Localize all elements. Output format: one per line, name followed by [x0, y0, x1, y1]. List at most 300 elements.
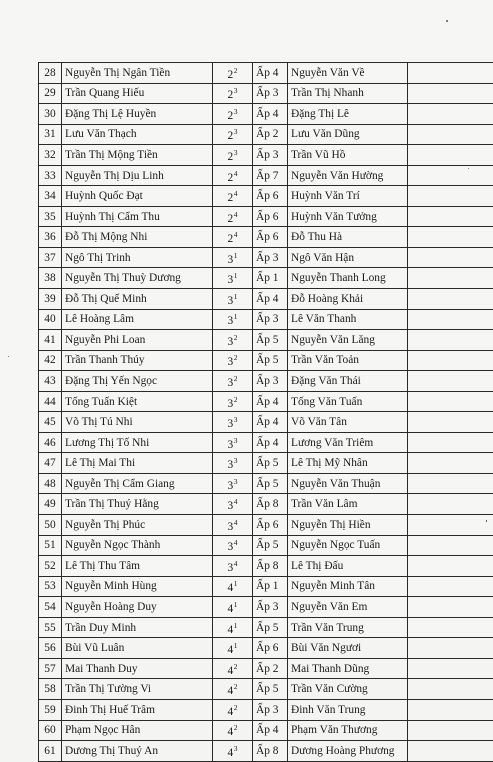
table-row	[39, 741, 493, 762]
class-section-superscript: 1	[234, 292, 238, 301]
class-cell	[213, 371, 253, 392]
class-cell	[213, 494, 253, 515]
grade-number: 3	[228, 315, 234, 327]
row-number-cell: 30	[39, 104, 62, 125]
student-name-cell: Trần Thị Mộng Tiền	[62, 145, 213, 166]
table-row	[39, 371, 493, 392]
parent-name-cell: Đặng Thị Lê	[288, 104, 408, 125]
hamlet-cell: Ấp 1	[253, 268, 288, 289]
notes-cell	[408, 699, 493, 720]
student-name-cell: Nguyễn Ngọc Thành	[62, 535, 213, 556]
class-section-superscript: 4	[234, 538, 238, 547]
student-name-cell: Đinh Thị Huế Trâm	[62, 699, 213, 720]
hamlet-cell: Ấp 4	[253, 432, 288, 453]
class-cell	[213, 597, 253, 618]
row-number-cell: 29	[39, 83, 62, 104]
class-cell	[213, 412, 253, 433]
row-number-cell: 40	[39, 309, 62, 330]
class-cell	[213, 473, 253, 494]
notes-cell	[408, 432, 493, 453]
student-name-cell: Lê Hoàng Lâm	[62, 309, 213, 330]
grade-number: 3	[228, 521, 234, 533]
table-row	[39, 391, 493, 412]
hamlet-cell: Ấp 5	[253, 453, 288, 474]
row-number-cell: 55	[39, 617, 62, 638]
student-name-cell: Đặng Thị Lệ Huyền	[62, 104, 213, 125]
class-cell	[213, 658, 253, 679]
class-cell	[213, 350, 253, 371]
student-name-cell: Đỗ Thị Mộng Nhi	[62, 227, 213, 248]
row-number-cell: 34	[39, 186, 62, 207]
class-section-superscript: 3	[234, 436, 238, 445]
student-name-cell: Ngô Thị Trinh	[62, 247, 213, 268]
student-name-cell: Nguyễn Thị Dịu Linh	[62, 165, 213, 186]
student-name-cell: Nguyễn Hoàng Duy	[62, 597, 213, 618]
table-row	[39, 289, 493, 310]
notes-cell	[408, 227, 493, 248]
class-section-superscript: 1	[234, 621, 238, 630]
student-name-cell: Đỗ Thị Quế Minh	[62, 289, 213, 310]
table-row	[39, 412, 493, 433]
table-row	[39, 556, 493, 577]
class-section-superscript: 4	[234, 169, 238, 178]
class-cell	[213, 720, 253, 741]
student-name-cell: Trần Thị Thuý Hằng	[62, 494, 213, 515]
student-name-cell: Trần Thị Tường Vi	[62, 679, 213, 700]
table-row	[39, 330, 493, 351]
hamlet-cell: Ấp 3	[253, 145, 288, 166]
student-name-cell: Nguyễn Thị Ngân Tiền	[62, 63, 213, 84]
row-number-cell: 32	[39, 145, 62, 166]
grade-number: 3	[228, 274, 234, 286]
parent-name-cell: Trần Thị Nhanh	[288, 83, 408, 104]
class-section-superscript: 4	[234, 230, 238, 239]
grade-number: 2	[228, 69, 234, 81]
hamlet-cell: Ấp 6	[253, 206, 288, 227]
student-name-cell: Lương Thị Tố Nhi	[62, 432, 213, 453]
class-section-superscript: 2	[234, 723, 238, 732]
parent-name-cell: Nguyễn Văn Em	[288, 597, 408, 618]
hamlet-cell: Ấp 3	[253, 247, 288, 268]
notes-cell	[408, 453, 493, 474]
student-name-cell: Nguyễn Thị Phúc	[62, 515, 213, 536]
student-name-cell: Lưu Văn Thạch	[62, 124, 213, 145]
row-number-cell: 61	[39, 741, 62, 762]
student-name-cell: Trần Quang Hiếu	[62, 83, 213, 104]
class-section-superscript: 1	[234, 641, 238, 650]
table-row	[39, 165, 493, 186]
class-section-superscript: 1	[234, 579, 238, 588]
notes-cell	[408, 104, 493, 125]
grade-number: 4	[228, 665, 234, 677]
grade-number: 3	[228, 480, 234, 492]
grade-number: 3	[228, 356, 234, 368]
parent-name-cell: Lương Văn Triêm	[288, 432, 408, 453]
table-row	[39, 576, 493, 597]
hamlet-cell: Ấp 3	[253, 699, 288, 720]
class-cell	[213, 124, 253, 145]
parent-name-cell: Võ Văn Tân	[288, 412, 408, 433]
row-number-cell: 28	[39, 63, 62, 84]
class-section-superscript: 2	[234, 662, 238, 671]
parent-name-cell: Nguyễn Văn Về	[288, 63, 408, 84]
row-number-cell: 50	[39, 515, 62, 536]
hamlet-cell: Ấp 3	[253, 83, 288, 104]
notes-cell	[408, 309, 493, 330]
notes-cell	[408, 638, 493, 659]
student-name-cell: Tống Tuấn Kiệt	[62, 391, 213, 412]
student-name-cell: Trần Thanh Thúy	[62, 350, 213, 371]
notes-cell	[408, 330, 493, 351]
grade-number: 3	[228, 398, 234, 410]
student-name-cell: Võ Thị Tú Nhi	[62, 412, 213, 433]
notes-cell	[408, 412, 493, 433]
parent-name-cell: Đỗ Thu Hà	[288, 227, 408, 248]
row-number-cell: 39	[39, 289, 62, 310]
hamlet-cell: Ấp 8	[253, 741, 288, 762]
class-section-superscript: 1	[234, 312, 238, 321]
table-row	[39, 432, 493, 453]
parent-name-cell: Lưu Văn Dũng	[288, 124, 408, 145]
table-row	[39, 535, 493, 556]
notes-cell	[408, 617, 493, 638]
table-row	[39, 145, 493, 166]
hamlet-cell: Ấp 4	[253, 63, 288, 84]
notes-cell	[408, 741, 493, 762]
grade-number: 2	[228, 233, 234, 245]
class-section-superscript: 4	[234, 497, 238, 506]
parent-name-cell: Trần Vũ Hồ	[288, 145, 408, 166]
table-row	[39, 658, 493, 679]
row-number-cell: 52	[39, 556, 62, 577]
row-number-cell: 31	[39, 124, 62, 145]
student-name-cell: Trần Duy Minh	[62, 617, 213, 638]
table-row	[39, 247, 493, 268]
hamlet-cell: Ấp 6	[253, 638, 288, 659]
notes-cell	[408, 473, 493, 494]
notes-cell	[408, 165, 493, 186]
row-number-cell: 49	[39, 494, 62, 515]
class-cell	[213, 515, 253, 536]
grade-number: 2	[228, 89, 234, 101]
table-row	[39, 720, 493, 741]
grade-number: 3	[228, 562, 234, 574]
table-row	[39, 699, 493, 720]
hamlet-cell: Ấp 4	[253, 720, 288, 741]
row-number-cell: 47	[39, 453, 62, 474]
row-number-cell: 48	[39, 473, 62, 494]
row-number-cell: 59	[39, 699, 62, 720]
row-number-cell: 46	[39, 432, 62, 453]
class-section-superscript: 1	[234, 251, 238, 260]
class-section-superscript: 2	[234, 353, 238, 362]
row-number-cell: 38	[39, 268, 62, 289]
parent-name-cell: Trần Văn Toản	[288, 350, 408, 371]
table-row	[39, 227, 493, 248]
notes-cell	[408, 63, 493, 84]
student-name-cell: Phạm Ngọc Hân	[62, 720, 213, 741]
table-row	[39, 597, 493, 618]
hamlet-cell: Ấp 5	[253, 350, 288, 371]
row-number-cell: 35	[39, 206, 62, 227]
class-section-superscript: 3	[234, 127, 238, 136]
student-name-cell: Đặng Thị Yến Ngọc	[62, 371, 213, 392]
grade-number: 3	[228, 254, 234, 266]
class-cell	[213, 679, 253, 700]
student-name-cell: Lê Thị Thu Tâm	[62, 556, 213, 577]
grade-number: 2	[228, 110, 234, 122]
class-cell	[213, 289, 253, 310]
row-number-cell: 57	[39, 658, 62, 679]
grade-number: 4	[228, 706, 234, 718]
student-name-cell: Nguyễn Thị Cẩm Giang	[62, 473, 213, 494]
parent-name-cell: Nguyễn Văn Hường	[288, 165, 408, 186]
grade-number: 2	[228, 192, 234, 204]
hamlet-cell: Ấp 5	[253, 535, 288, 556]
parent-name-cell: Trần Văn Lâm	[288, 494, 408, 515]
class-section-superscript: 4	[234, 559, 238, 568]
table-row	[39, 473, 493, 494]
grade-number: 4	[228, 582, 234, 594]
table-row	[39, 124, 493, 145]
grade-number: 3	[228, 295, 234, 307]
student-name-cell: Bùi Vũ Luân	[62, 638, 213, 659]
hamlet-cell: Ấp 4	[253, 104, 288, 125]
class-cell	[213, 330, 253, 351]
class-section-superscript: 3	[234, 744, 238, 753]
parent-name-cell: Nguyễn Thị Hiền	[288, 515, 408, 536]
class-section-superscript: 1	[234, 600, 238, 609]
student-name-cell: Huỳnh Quốc Đạt	[62, 186, 213, 207]
row-number-cell: 36	[39, 227, 62, 248]
class-section-superscript: 2	[234, 333, 238, 342]
parent-name-cell: Lê Văn Thanh	[288, 309, 408, 330]
class-cell	[213, 576, 253, 597]
grade-number: 4	[228, 726, 234, 738]
table-row	[39, 515, 493, 536]
table-row	[39, 206, 493, 227]
grade-number: 4	[228, 685, 234, 697]
scan-speck	[486, 520, 487, 522]
row-number-cell: 58	[39, 679, 62, 700]
parent-name-cell: Trần Văn Cường	[288, 679, 408, 700]
class-cell	[213, 104, 253, 125]
roster-body	[39, 63, 493, 762]
notes-cell	[408, 391, 493, 412]
hamlet-cell: Ấp 1	[253, 576, 288, 597]
notes-cell	[408, 247, 493, 268]
row-number-cell: 53	[39, 576, 62, 597]
class-cell	[213, 63, 253, 84]
hamlet-cell: Ấp 8	[253, 556, 288, 577]
notes-cell	[408, 515, 493, 536]
grade-number: 3	[228, 418, 234, 430]
parent-name-cell: Lê Thị Đấu	[288, 556, 408, 577]
class-cell	[213, 227, 253, 248]
hamlet-cell: Ấp 8	[253, 494, 288, 515]
hamlet-cell: Ấp 5	[253, 617, 288, 638]
class-cell	[213, 453, 253, 474]
hamlet-cell: Ấp 2	[253, 124, 288, 145]
notes-cell	[408, 576, 493, 597]
row-number-cell: 44	[39, 391, 62, 412]
table-row	[39, 309, 493, 330]
student-name-cell: Huỳnh Thị Cẩm Thu	[62, 206, 213, 227]
grade-number: 3	[228, 377, 234, 389]
hamlet-cell: Ấp 6	[253, 227, 288, 248]
class-cell	[213, 391, 253, 412]
student-roster-table	[38, 62, 493, 762]
student-name-cell: Lê Thị Mai Thi	[62, 453, 213, 474]
class-cell	[213, 186, 253, 207]
class-cell	[213, 556, 253, 577]
notes-cell	[408, 289, 493, 310]
parent-name-cell: Tống Văn Tuấn	[288, 391, 408, 412]
table-row	[39, 638, 493, 659]
class-section-superscript: 4	[234, 189, 238, 198]
class-section-superscript: 3	[234, 477, 238, 486]
grade-number: 3	[228, 500, 234, 512]
class-section-superscript: 3	[234, 456, 238, 465]
parent-name-cell: Nguyễn Ngọc Tuấn	[288, 535, 408, 556]
grade-number: 3	[228, 541, 234, 553]
parent-name-cell: Huỳnh Văn Tưởng	[288, 206, 408, 227]
row-number-cell: 54	[39, 597, 62, 618]
table-row	[39, 494, 493, 515]
parent-name-cell: Nguyễn Thanh Long	[288, 268, 408, 289]
table-row	[39, 63, 493, 84]
class-cell	[213, 309, 253, 330]
class-section-superscript: 2	[234, 703, 238, 712]
class-section-superscript: 2	[234, 66, 238, 75]
parent-name-cell: Nguyễn Văn Lăng	[288, 330, 408, 351]
class-cell	[213, 165, 253, 186]
parent-name-cell: Ngô Văn Hận	[288, 247, 408, 268]
grade-number: 4	[228, 644, 234, 656]
hamlet-cell: Ấp 6	[253, 515, 288, 536]
row-number-cell: 56	[39, 638, 62, 659]
row-number-cell: 51	[39, 535, 62, 556]
class-cell	[213, 83, 253, 104]
table-row	[39, 453, 493, 474]
notes-cell	[408, 494, 493, 515]
hamlet-cell: Ấp 3	[253, 597, 288, 618]
class-section-superscript: 3	[234, 148, 238, 157]
grade-number: 2	[228, 172, 234, 184]
parent-name-cell: Huỳnh Văn Trí	[288, 186, 408, 207]
parent-name-cell: Nguyễn Văn Thuận	[288, 473, 408, 494]
hamlet-cell: Ấp 6	[253, 186, 288, 207]
table-row	[39, 350, 493, 371]
class-cell	[213, 741, 253, 762]
parent-name-cell: Đặng Văn Thái	[288, 371, 408, 392]
class-cell	[213, 145, 253, 166]
class-section-superscript: 3	[234, 86, 238, 95]
row-number-cell: 37	[39, 247, 62, 268]
parent-name-cell: Bùi Văn Ngươi	[288, 638, 408, 659]
hamlet-cell: Ấp 5	[253, 330, 288, 351]
notes-cell	[408, 83, 493, 104]
class-section-superscript: 3	[234, 107, 238, 116]
table-row	[39, 679, 493, 700]
grade-number: 4	[228, 603, 234, 615]
class-section-superscript: 2	[234, 374, 238, 383]
parent-name-cell: Dương Hoàng Phương	[288, 741, 408, 762]
row-number-cell: 41	[39, 330, 62, 351]
table-row	[39, 104, 493, 125]
hamlet-cell: Ấp 4	[253, 412, 288, 433]
class-cell	[213, 247, 253, 268]
notes-cell	[408, 124, 493, 145]
class-cell	[213, 268, 253, 289]
row-number-cell: 33	[39, 165, 62, 186]
notes-cell	[408, 535, 493, 556]
class-cell	[213, 638, 253, 659]
notes-cell	[408, 350, 493, 371]
hamlet-cell: Ấp 7	[253, 165, 288, 186]
table-row	[39, 617, 493, 638]
parent-name-cell: Đỗ Hoàng Khải	[288, 289, 408, 310]
class-section-superscript: 3	[234, 415, 238, 424]
notes-cell	[408, 556, 493, 577]
hamlet-cell: Ấp 4	[253, 289, 288, 310]
scan-speck	[8, 356, 9, 357]
scan-speck	[468, 168, 469, 169]
notes-cell	[408, 597, 493, 618]
grade-number: 2	[228, 213, 234, 225]
hamlet-cell: Ấp 3	[253, 309, 288, 330]
student-name-cell: Nguyễn Minh Hùng	[62, 576, 213, 597]
hamlet-cell: Ấp 5	[253, 473, 288, 494]
class-cell	[213, 535, 253, 556]
class-cell	[213, 699, 253, 720]
notes-cell	[408, 186, 493, 207]
parent-name-cell: Phạm Văn Thương	[288, 720, 408, 741]
row-number-cell: 45	[39, 412, 62, 433]
notes-cell	[408, 679, 493, 700]
class-cell	[213, 206, 253, 227]
parent-name-cell: Đinh Văn Trung	[288, 699, 408, 720]
class-cell	[213, 617, 253, 638]
student-name-cell: Dương Thị Thuý An	[62, 741, 213, 762]
hamlet-cell: Ấp 3	[253, 371, 288, 392]
grade-number: 4	[228, 624, 234, 636]
notes-cell	[408, 206, 493, 227]
notes-cell	[408, 145, 493, 166]
class-cell	[213, 432, 253, 453]
grade-number: 4	[228, 747, 234, 759]
student-name-cell: Mai Thanh Duy	[62, 658, 213, 679]
grade-number: 3	[228, 336, 234, 348]
notes-cell	[408, 268, 493, 289]
grade-number: 2	[228, 130, 234, 142]
notes-cell	[408, 658, 493, 679]
parent-name-cell: Nguyễn Minh Tân	[288, 576, 408, 597]
parent-name-cell: Trần Văn Trung	[288, 617, 408, 638]
notes-cell	[408, 371, 493, 392]
parent-name-cell: Lê Thị Mỹ Nhân	[288, 453, 408, 474]
parent-name-cell: Mai Thanh Dũng	[288, 658, 408, 679]
row-number-cell: 43	[39, 371, 62, 392]
row-number-cell: 60	[39, 720, 62, 741]
class-section-superscript: 1	[234, 271, 238, 280]
student-name-cell: Nguyễn Phi Loan	[62, 330, 213, 351]
grade-number: 2	[228, 151, 234, 163]
class-section-superscript: 2	[234, 682, 238, 691]
grade-number: 3	[228, 439, 234, 451]
hamlet-cell: Ấp 5	[253, 679, 288, 700]
hamlet-cell: Ấp 2	[253, 658, 288, 679]
